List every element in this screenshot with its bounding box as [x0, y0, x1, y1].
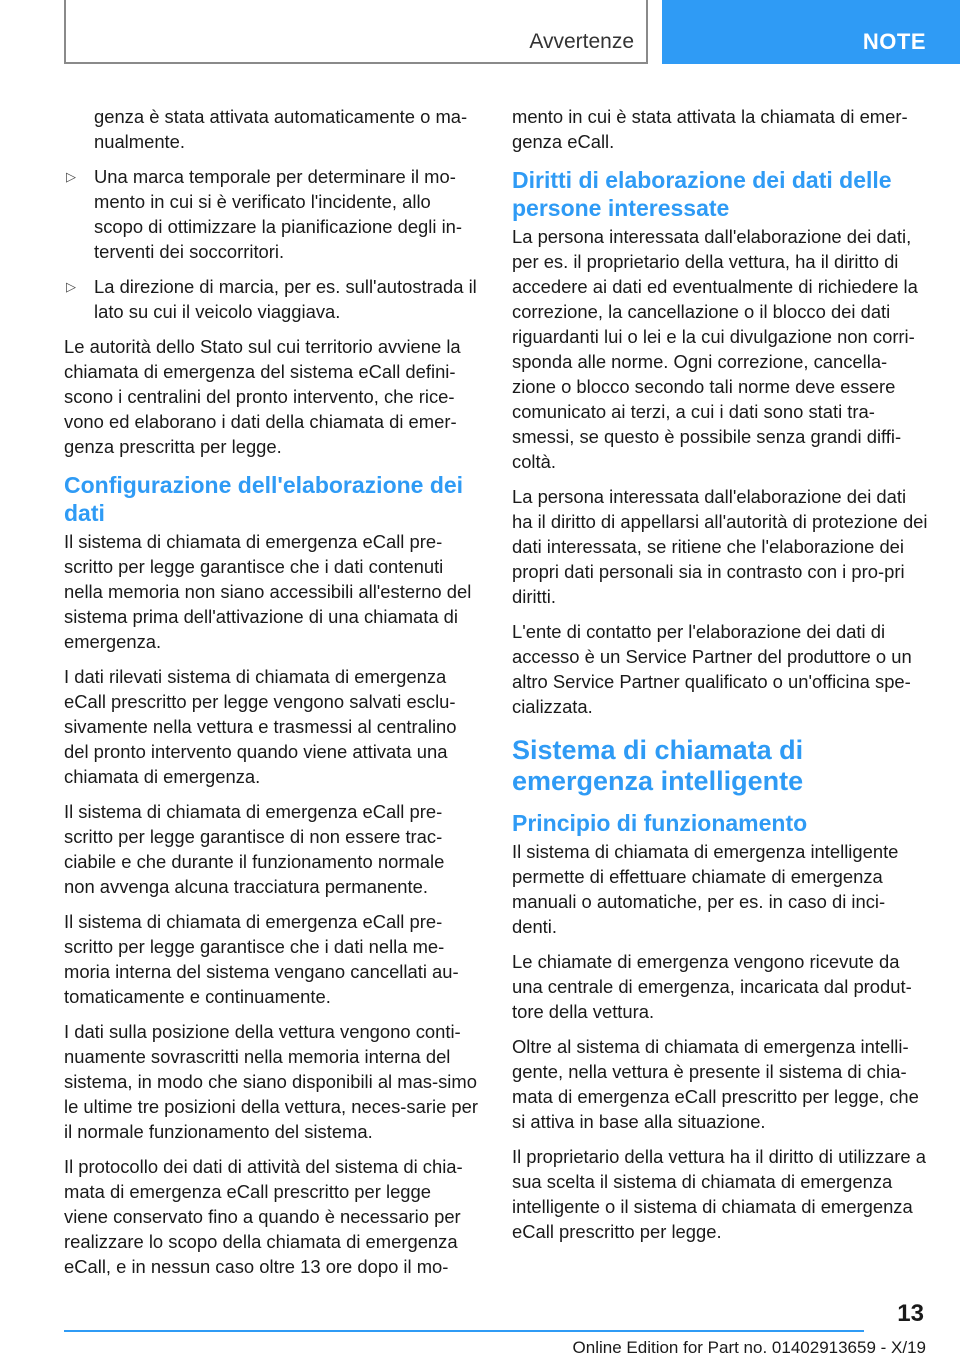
header-section-tab [64, 0, 648, 64]
paragraph: Il sistema di chiamata di emergenza eCall pre-scritto per legge garantisce di non essere trac-ciabile e che durante il funzionamento normale non avvenga alcuna tracciatura permanente. [64, 801, 445, 897]
page-number: 13 [897, 1300, 924, 1327]
paragraph: Il sistema di chiamata di emergenza eCall pre-scritto per legge garantisce che i dati nella me-moria interna del sistema vengano cancellati au-tomaticamente e continuamente. [64, 911, 459, 1007]
right-column [512, 104, 928, 1254]
heading-rights: Diritti di elaborazione dei dati delle persone interessate [512, 167, 892, 221]
header-chapter-label: NOTE [862, 29, 926, 54]
paragraph-authorities: Le autorità dello Stato sul cui territorio avviene la chiamata di emergenza del sistema eCall defini-scono i centralini del pronto intervento, che rice-vono ed elaborano i dati della chiamata di emer-genza prescritta per legge. [64, 336, 461, 457]
paragraph: La persona interessata dall'elaborazione dei dati, per es. il proprietario della vettura, ha il diritto di accedere ai dati ed eventualmente di richiedere la correzione, la cancellazione o il blocco dei dati riguardanti lui o lei e la cui divulgazione non corri-sponda alle norme. Ogni correzione, cancella-zione o blocco secondo tali norme deve essere comunicato ai terzi, a cui i dati sono stati tra-smessi, se questo è possibile senza grandi diffi-coltà. [512, 226, 918, 472]
triangle-bullet-icon: ▷ [66, 169, 76, 184]
footer-divider [64, 1330, 864, 1332]
paragraph: La persona interessata dall'elaborazione dei dati ha il diritto di appellarsi all'autorità di protezione dei dati interessata, se ritiene che l'elaborazione dei propri dati personali sia in contrasto con i pro-pri diritti. [512, 486, 928, 607]
heading-config: Configurazione dell'elaborazione dei dati [64, 472, 464, 526]
bullet-text: Una marca temporale per determinare il mo-mento in cui si è verificato l'incidente, allo scopo di ottimizzare la pianificazione degli in-terventi dei soccorritori. [94, 166, 463, 262]
bullet-item-direction [64, 274, 478, 324]
left-continued-paragraph: genza è stata attivata automaticamente o ma-nualmente. [94, 106, 468, 152]
bullet-item-timestamp [64, 164, 478, 264]
header-section-label: Avvertenze [529, 30, 634, 53]
triangle-bullet-icon: ▷ [66, 279, 76, 294]
paragraph: Il proprietario della vettura ha il diritto di utilizzare a sua scelta il sistema di chiamata di emergenza intelligente o il sistema di chiamata di emergenza eCall prescritto per legge. [512, 1146, 926, 1242]
heading-principle: Principio di funzionamento [512, 810, 808, 836]
header-chapter-tab [662, 0, 960, 64]
paragraph: L'ente di contatto per l'elaborazione dei dati di accesso è un Service Partner del produttore o un altro Service Partner qualificato o un'officina spe-cializzata. [512, 621, 912, 717]
right-continued-paragraph: mento in cui è stata attivata la chiamata di emer-genza eCall. [512, 106, 908, 152]
heading-system: Sistema di chiamata di emergenza intelligente [512, 735, 804, 796]
paragraph: Il sistema di chiamata di emergenza eCall pre-scritto per legge garantisce che i dati contenuti nella memoria non siano accessibili all'esterno del sistema prima dell'attivazione di una chiamata di emergenza. [64, 531, 472, 652]
paragraph: Il protocollo dei dati di attività del sistema di chia-mata di emergenza eCall prescritto per legge viene conservato fino a quando è necessario per realizzare lo scopo della chiamata di emergenza eCall, e in nessun caso oltre 13 ore dopo il mo- [64, 1156, 463, 1277]
bullet-text: La direzione di marcia, per es. sull'autostrada il lato su cui il veicolo viaggiava. [94, 276, 477, 322]
paragraph: Le chiamate di emergenza vengono ricevute da una centrale di emergenza, incaricata dal produt-tore della vettura. [512, 951, 912, 1022]
paragraph: Il sistema di chiamata di emergenza intelligente permette di effettuare chiamate di emergenza manuali o automatiche, per es. in caso di inci-denti. [512, 841, 899, 937]
paragraph: I dati rilevati sistema di chiamata di emergenza eCall prescritto per legge vengono salvati esclu-sivamente nella vettura e trasmessi al centralino del pronto intervento quando viene attivata una chiamata di emergenza. [64, 666, 457, 787]
edition-label: Online Edition for Part no. 01402913659 - X/19 [572, 1338, 926, 1357]
paragraph: I dati sulla posizione della vettura vengono conti-nuamente sovrascritti nella memoria interna del sistema, in modo che siano disponibili al mas-simo le ultime tre posizioni della vettura, neces-sarie per il normale funzionamento del sistema. [64, 1021, 478, 1142]
left-column [64, 104, 478, 1289]
paragraph: Oltre al sistema di chiamata di emergenza intelli-gente, nella vettura è presente il sistema di chia-mata di emergenza eCall prescritto per legge, che si attiva in base alla situazione. [512, 1036, 919, 1132]
